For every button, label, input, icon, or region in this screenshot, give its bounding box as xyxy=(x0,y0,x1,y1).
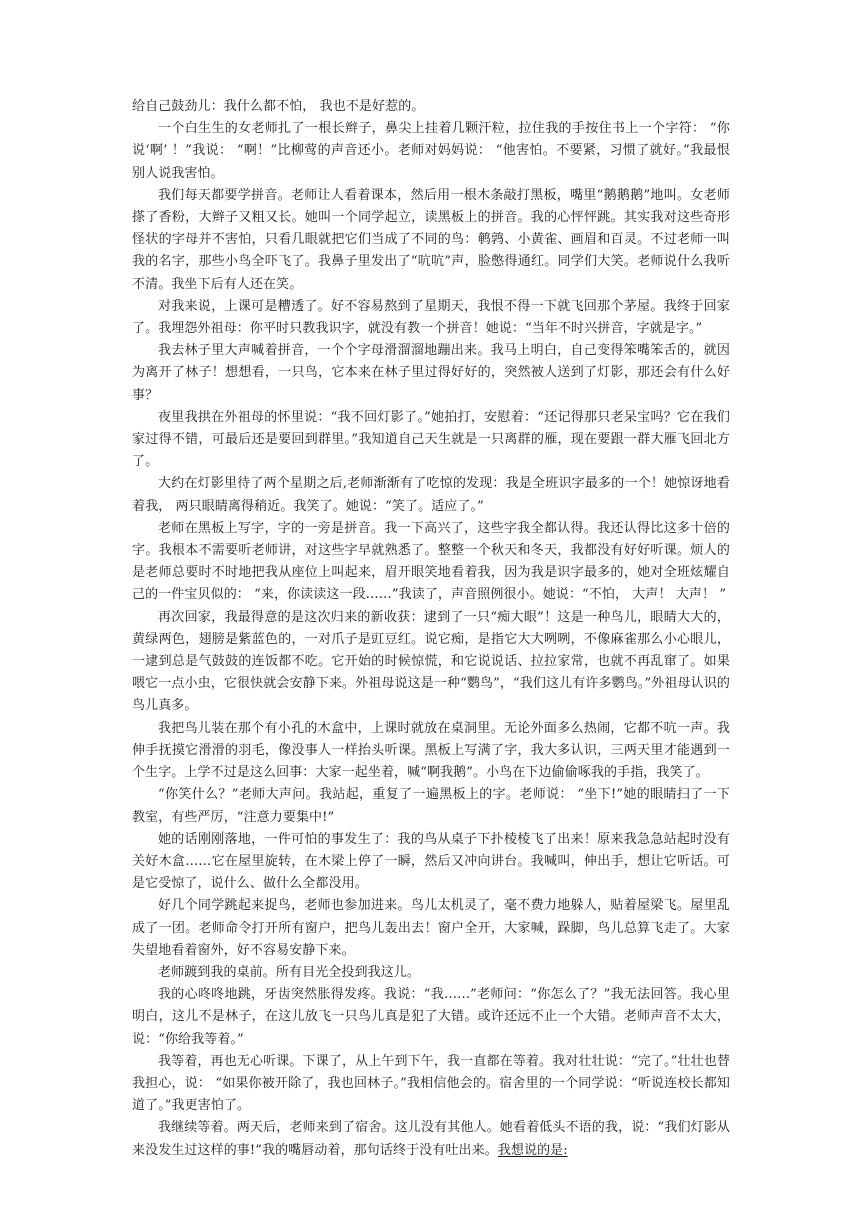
paragraph: 给自己鼓劲儿：我什么都不怕， 我也不是好惹的。 xyxy=(132,99,425,114)
paragraph: 我把鸟儿装在那个有小孔的木盒中，上课时就放在桌洞里。无论外面多么热闹，它都不吭一声。我伸手抚摸它滑滑的羽毛，像没事人一样抬头听课。黑板上写满了字，我大多认识，三两天里才能遇到一个生字。上学不过是这么回事：大家一起坐着，喊“啊我鹅”。小鸟在下边偷偷啄我的手指，我笑了。 xyxy=(132,720,730,781)
paragraph: 她的话刚刚落地，一件可怕的事发生了：我的鸟从桌子下扑棱棱飞了出来！原来我急急站起时没有关好木盒……它在屋里旋转，在木梁上停了一瞬，然后又冲向讲台。我喊叫，伸出手，想让它听话。可是它受惊了，说什么、做什么全都没用。 xyxy=(132,831,730,892)
paragraph: “你笑什么？”老师大声问。我站起，重复了一遍黑板上的字。老师说： “坐下!”她的眼睛扫了一下教室，有些严厉，“注意力要集中!” xyxy=(132,787,730,825)
paragraph: 我去林子里大声喊着拼音，一个个字母滑溜溜地蹦出来。我马上明白，自己变得笨嘴笨舌的，就因为离开了林子！想想看，一只鸟，它本来在林子里过得好好的，突然被人送到了灯影，那还会有什么好事？ xyxy=(132,343,730,403)
paragraph: 再次回家，我最得意的是这次归来的新收获：逮到了一只“痴大眼”！这是一种鸟儿，眼睛大大的，黄绿两色，翅膀是紫蓝色的，一对爪子是豇豆红。说它痴，是指它大大咧咧，不像麻雀那么小心眼儿，一逮到总是气鼓鼓的连饭都不吃。它开始的时候惊慌，和它说说话、拉拉家常，也就不再乱窜了。如果喂它一点小虫，它很快就会安静下来。外祖母说这是一种“鹦鸟”，“我们这儿有许多鹦鸟。”外祖母认识的鸟儿真多。 xyxy=(132,609,730,714)
paragraph: 对我来说，上课可是糟透了。好不容易熬到了星期天，我恨不得一下就飞回那个茅屋。我终于回家了。我埋怨外祖母：你平时只教我识字，就没有教一个拼音！她说：“当年不时兴拼音，字就是字。” xyxy=(132,298,730,337)
paragraph: 老师踱到我的桌前。所有目光全投到我这儿。 xyxy=(158,964,421,980)
story-text xyxy=(132,96,730,1162)
paragraph: 我们每天都要学拼音。老师让人看着课本，然后用一根木条敲打黑板，嘴里“鹅鹅鹅”地叫。女老师搽了香粉，大辫子又粗又长。她叫一个同学起立，读黑板上的拼音。我的心怦怦跳。其实我对这些奇形怪状的字母并不害怕，只看几眼就把它们当成了不同的鸟：鹌鹑、小黄雀、画眉和百灵。不过老师一叫我的名字，那些小鸟全吓飞了。我鼻子里发出了“吭吭”声，脸憋得通红。同学们大笑。老师说什么我听不清。我坐下后有人还在笑。 xyxy=(132,187,730,292)
underlined-prompt: 我想说的是: xyxy=(497,1142,568,1158)
paragraph: 夜里我拱在外祖母的怀里说：“我不回灯影了。”她拍打，安慰着：“还记得那只老呆宝吗？它在我们家过得不错，可最后还是要回到群里。”我知道自己天生就是一只离群的雁，现在要跟一群大雁飞回北方了。 xyxy=(132,409,730,470)
paragraph: 大约在灯影里待了两个星期之后,老师渐渐有了吃惊的发现：我是全班识字最多的一个！她惊讶地看着我， 两只眼睛离得稍近。我笑了。她说：“笑了。适应了。” xyxy=(132,476,730,514)
paragraph: 我的心咚咚地跳，牙齿突然胀得发疼。我说：“我……”老师问：“你怎么了？”我无法回答。我心里明白，这儿不是林子，在这儿放飞一只鸟儿真是犯了大错。或许还远不止一个大错。老师声音不太大，说：“你给我等着。” xyxy=(132,987,730,1047)
paragraph: 老师在黑板上写字，字的一旁是拼音。我一下高兴了，这些字我全都认得。我还认得比这多十倍的字。我根本不需要听老师讲，对这些字早就熟悉了。整整一个秋天和冬天，我都没有好好听课。烦人的是老师总要时不时地把我从座位上叫起来，眉开眼笑地看着我，因为我是识字最多的，她对全班炫耀自己的一件宝贝似的： “来，你读读这一段……”我读了，声音照例很小。她说：“不怕， 大声！ 大声！ ” xyxy=(132,520,730,603)
last-paragraph xyxy=(132,1117,730,1161)
paragraph: 我等着，再也无心听课。下课了，从上午到下午，我一直都在等着。我对壮壮说：“完了。”壮壮也替我担心，说： “如果你被开除了，我也回林子。”我相信他会的。宿舍里的一个同学说：“听说连校长都知道了。”我更害怕了。 xyxy=(132,1053,730,1114)
paragraph: 好几个同学跳起来捉鸟，老师也参加进来。鸟儿太机灵了，毫不费力地躲人，贴着屋梁飞。屋里乱成了一团。老师命令打开所有窗户，把鸟儿轰出去！窗户全开，大家喊，跺脚，鸟儿总算飞走了。大家失望地看着窗外，好不容易安静下来。 xyxy=(132,898,730,958)
paragraph: 一个白生生的女老师扎了一根长辫子，鼻尖上挂着几颗汗粒，拉住我的手按住书上一个字符： “你说‘啊’ ！”我说： “啊！”比柳莺的声音还小。老师对妈妈说： “他害怕。不要紧，习惯了就好。”我最恨别人说我害怕。 xyxy=(132,121,730,181)
paragraph-text: 我继续等着。两天后，老师来到了宿舍。这儿没有其他人。她看着低头不语的我，说：“我们灯影从来没发生过这样的事!”我的嘴唇动着，那句话终于没有吐出来。 xyxy=(132,1120,730,1158)
